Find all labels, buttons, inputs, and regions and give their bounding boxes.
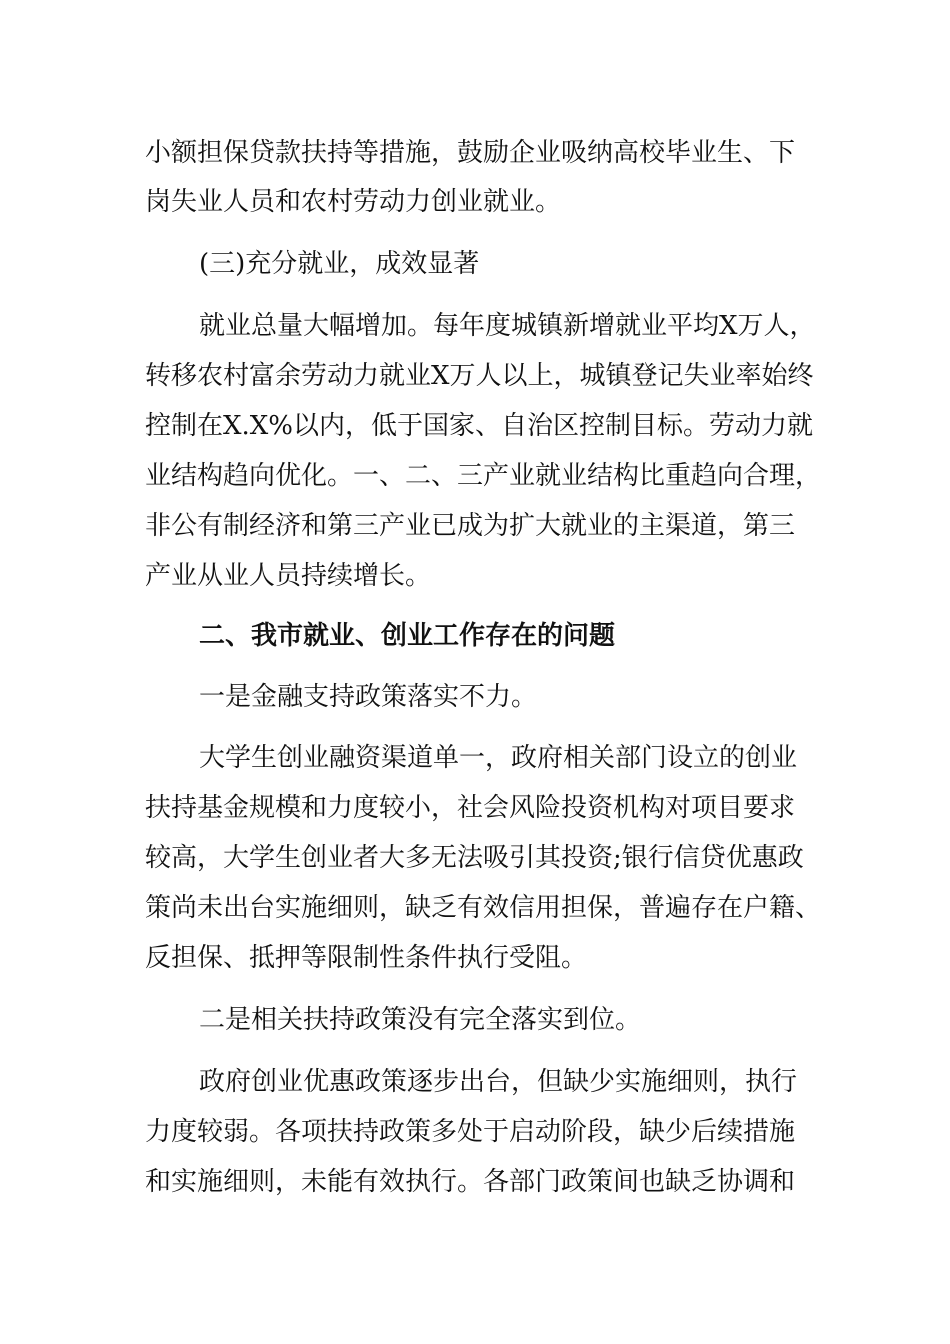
paragraph-line: 较高，大学生创业者大多无法吸引其投资;银行信贷优惠政 <box>145 843 804 873</box>
paragraph-line: 业结构趋向优化。一、二、三产业就业结构比重趋向合理， <box>145 461 822 491</box>
paragraph-line: 就业总量大幅增加。每年度城镇新增就业平均X万人， <box>199 311 816 341</box>
paragraph-line: 反担保、抵押等限制性条件执行受阻。 <box>145 943 588 973</box>
paragraph-line: 小额担保贷款扶持等措施，鼓励企业吸纳高校毕业生、下 <box>145 138 796 168</box>
paragraph-line: 和实施细则，未能有效执行。各部门政策间也缺乏协调和 <box>145 1167 796 1197</box>
paragraph-line: 转移农村富余劳动力就业X万人以上，城镇登记失业率始终 <box>145 361 814 391</box>
paragraph-line: 岗失业人员和农村劳动力创业就业。 <box>145 187 562 217</box>
subsection-heading: 二是相关扶持政策没有完全落实到位。 <box>199 1005 642 1035</box>
paragraph-line: 非公有制经济和第三产业已成为扩大就业的主渠道，第三 <box>145 511 796 541</box>
paragraph-line: 力度较弱。各项扶持政策多处于启动阶段，缺少后续措施 <box>145 1117 796 1147</box>
paragraph-line: 政府创业优惠政策逐步出台，但缺少实施细则，执行 <box>199 1067 798 1097</box>
paragraph-line: 大学生创业融资渠道单一，政府相关部门设立的创业 <box>199 743 798 773</box>
subsection-heading: 一是金融支持政策落实不力。 <box>199 682 538 712</box>
paragraph-line: 产业从业人员持续增长。 <box>145 561 432 591</box>
paragraph-line: 扶持基金规模和力度较小，社会风险投资机构对项目要求 <box>145 793 796 823</box>
section-heading: (三)充分就业，成效显著 <box>199 249 480 279</box>
paragraph-line: 策尚未出台实施细则，缺乏有效信用担保，普遍存在户籍、 <box>145 893 822 923</box>
chapter-heading: 二、我市就业、创业工作存在的问题 <box>199 621 616 651</box>
paragraph-line: 控制在X.X%以内，低于国家、自治区控制目标。劳动力就 <box>145 411 813 441</box>
